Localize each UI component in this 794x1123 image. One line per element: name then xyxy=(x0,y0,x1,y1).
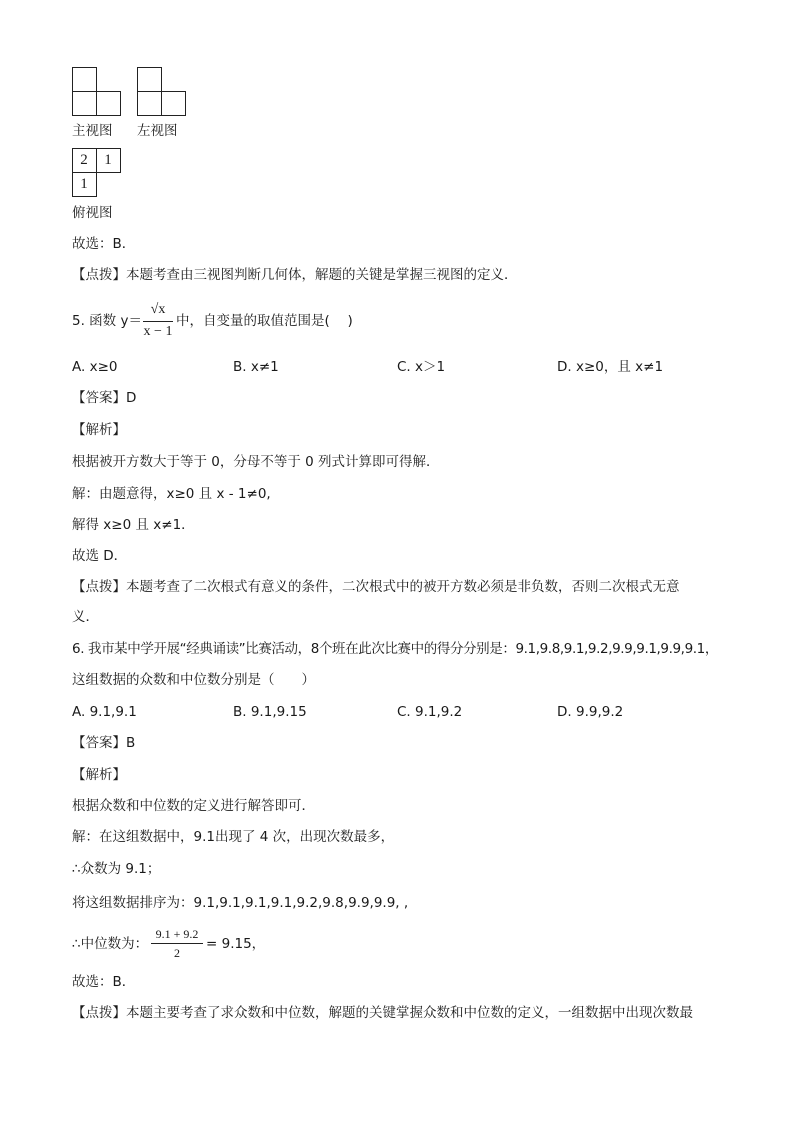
q6-analysis-line: 解：在这组数据中，9.1出现了 4 次，出现次数最多， xyxy=(72,829,395,845)
q6-option-d: D. 9.9,9.2 xyxy=(557,704,624,720)
q6-option-a: A. 9.1,9.1 xyxy=(72,704,137,720)
q6-analysis-line: ∴众数为 9.1； xyxy=(72,861,161,877)
front-view-label: 主视图 xyxy=(72,123,113,139)
q5-fraction-bar xyxy=(143,321,173,322)
q5-answer: 【答案】D xyxy=(72,390,137,406)
q5-analysis-line: 解得 x≥0 且 x≠1． xyxy=(72,517,195,533)
q4-point-line: 【点拨】本题考查由三视图判断几何体，解题的关键是掌握三视图的定义． xyxy=(72,267,518,283)
q5-option-d: D. x≥0，且 x≠1 xyxy=(557,359,664,375)
q6-median-prefix: ∴中位数为： xyxy=(72,936,149,952)
q6-stem-line-2: 这组数据的众数和中位数分别是（ ） xyxy=(72,672,315,688)
top-view-cell-value: 1 xyxy=(80,176,88,192)
q6-answer: 【答案】B xyxy=(72,735,136,751)
q5-option-b: B. x≠1 xyxy=(233,359,279,375)
q5-option-a: A. x≥0 xyxy=(72,359,118,375)
top-view-cell-value: 1 xyxy=(104,152,112,168)
left-view-label: 左视图 xyxy=(137,123,178,139)
q6-analysis-line: 将这组数据排序为：9.1,9.1,9.1,9.1,9.2,9.8,9.9,9.9, , xyxy=(72,895,409,911)
top-view-label: 俯视图 xyxy=(72,205,113,221)
q6-point-line: 【点拨】本题主要考查了求众数和中位数，解题的关键掌握众数和中位数的定义，一组数据中出现次数最 xyxy=(72,1005,693,1021)
q5-point-line-cont: 义． xyxy=(72,609,99,625)
q6-analysis-line: 根据众数和中位数的定义进行解答即可． xyxy=(72,798,315,814)
q5-analysis-line: 根据被开方数大于等于 0，分母不等于 0 列式计算即可得解． xyxy=(72,454,440,470)
q5-analysis-line: 解：由题意得，x≥0 且 x - 1≠0, xyxy=(72,486,271,502)
q6-median-denominator: 2 xyxy=(174,946,180,960)
top-view-cell-value: 2 xyxy=(80,152,88,168)
q6-answer-line: 故选：B． xyxy=(72,974,136,990)
q5-fraction-denominator: x − 1 xyxy=(143,324,173,339)
q5-option-c: C. x＞1 xyxy=(397,359,446,375)
q6-option-b: B. 9.1,9.15 xyxy=(233,704,307,720)
q5-analysis-label: 【解析】 xyxy=(72,422,126,438)
q5-fraction-numerator: √x xyxy=(150,302,166,317)
q6-stem-line-1: 6. 我市某中学开展“经典诵读”比赛活动，8个班在此次比赛中的得分分别是：9.1,9.8,9.1,9.2,9.9,9.1,9.9,9.1， xyxy=(72,641,718,657)
q5-point-line: 【点拨】本题考查了二次根式有意义的条件，二次根式中的被开方数必须是非负数，否则二次根式无意 xyxy=(72,579,680,595)
q6-analysis-label: 【解析】 xyxy=(72,767,126,783)
q6-median-numerator: 9.1 + 9.2 xyxy=(155,927,199,941)
q5-stem-suffix: 中，自变量的取值范围是( ) xyxy=(176,313,353,329)
q6-median-fraction-bar xyxy=(151,943,203,944)
q5-analysis-line: 故选 D． xyxy=(72,548,128,564)
q5-stem-prefix: 5. 函数 y＝ xyxy=(72,313,142,329)
q4-answer-line: 故选：B． xyxy=(72,236,136,252)
q6-median-suffix: = 9.15， xyxy=(206,936,266,952)
q6-option-c: C. 9.1,9.2 xyxy=(397,704,463,720)
